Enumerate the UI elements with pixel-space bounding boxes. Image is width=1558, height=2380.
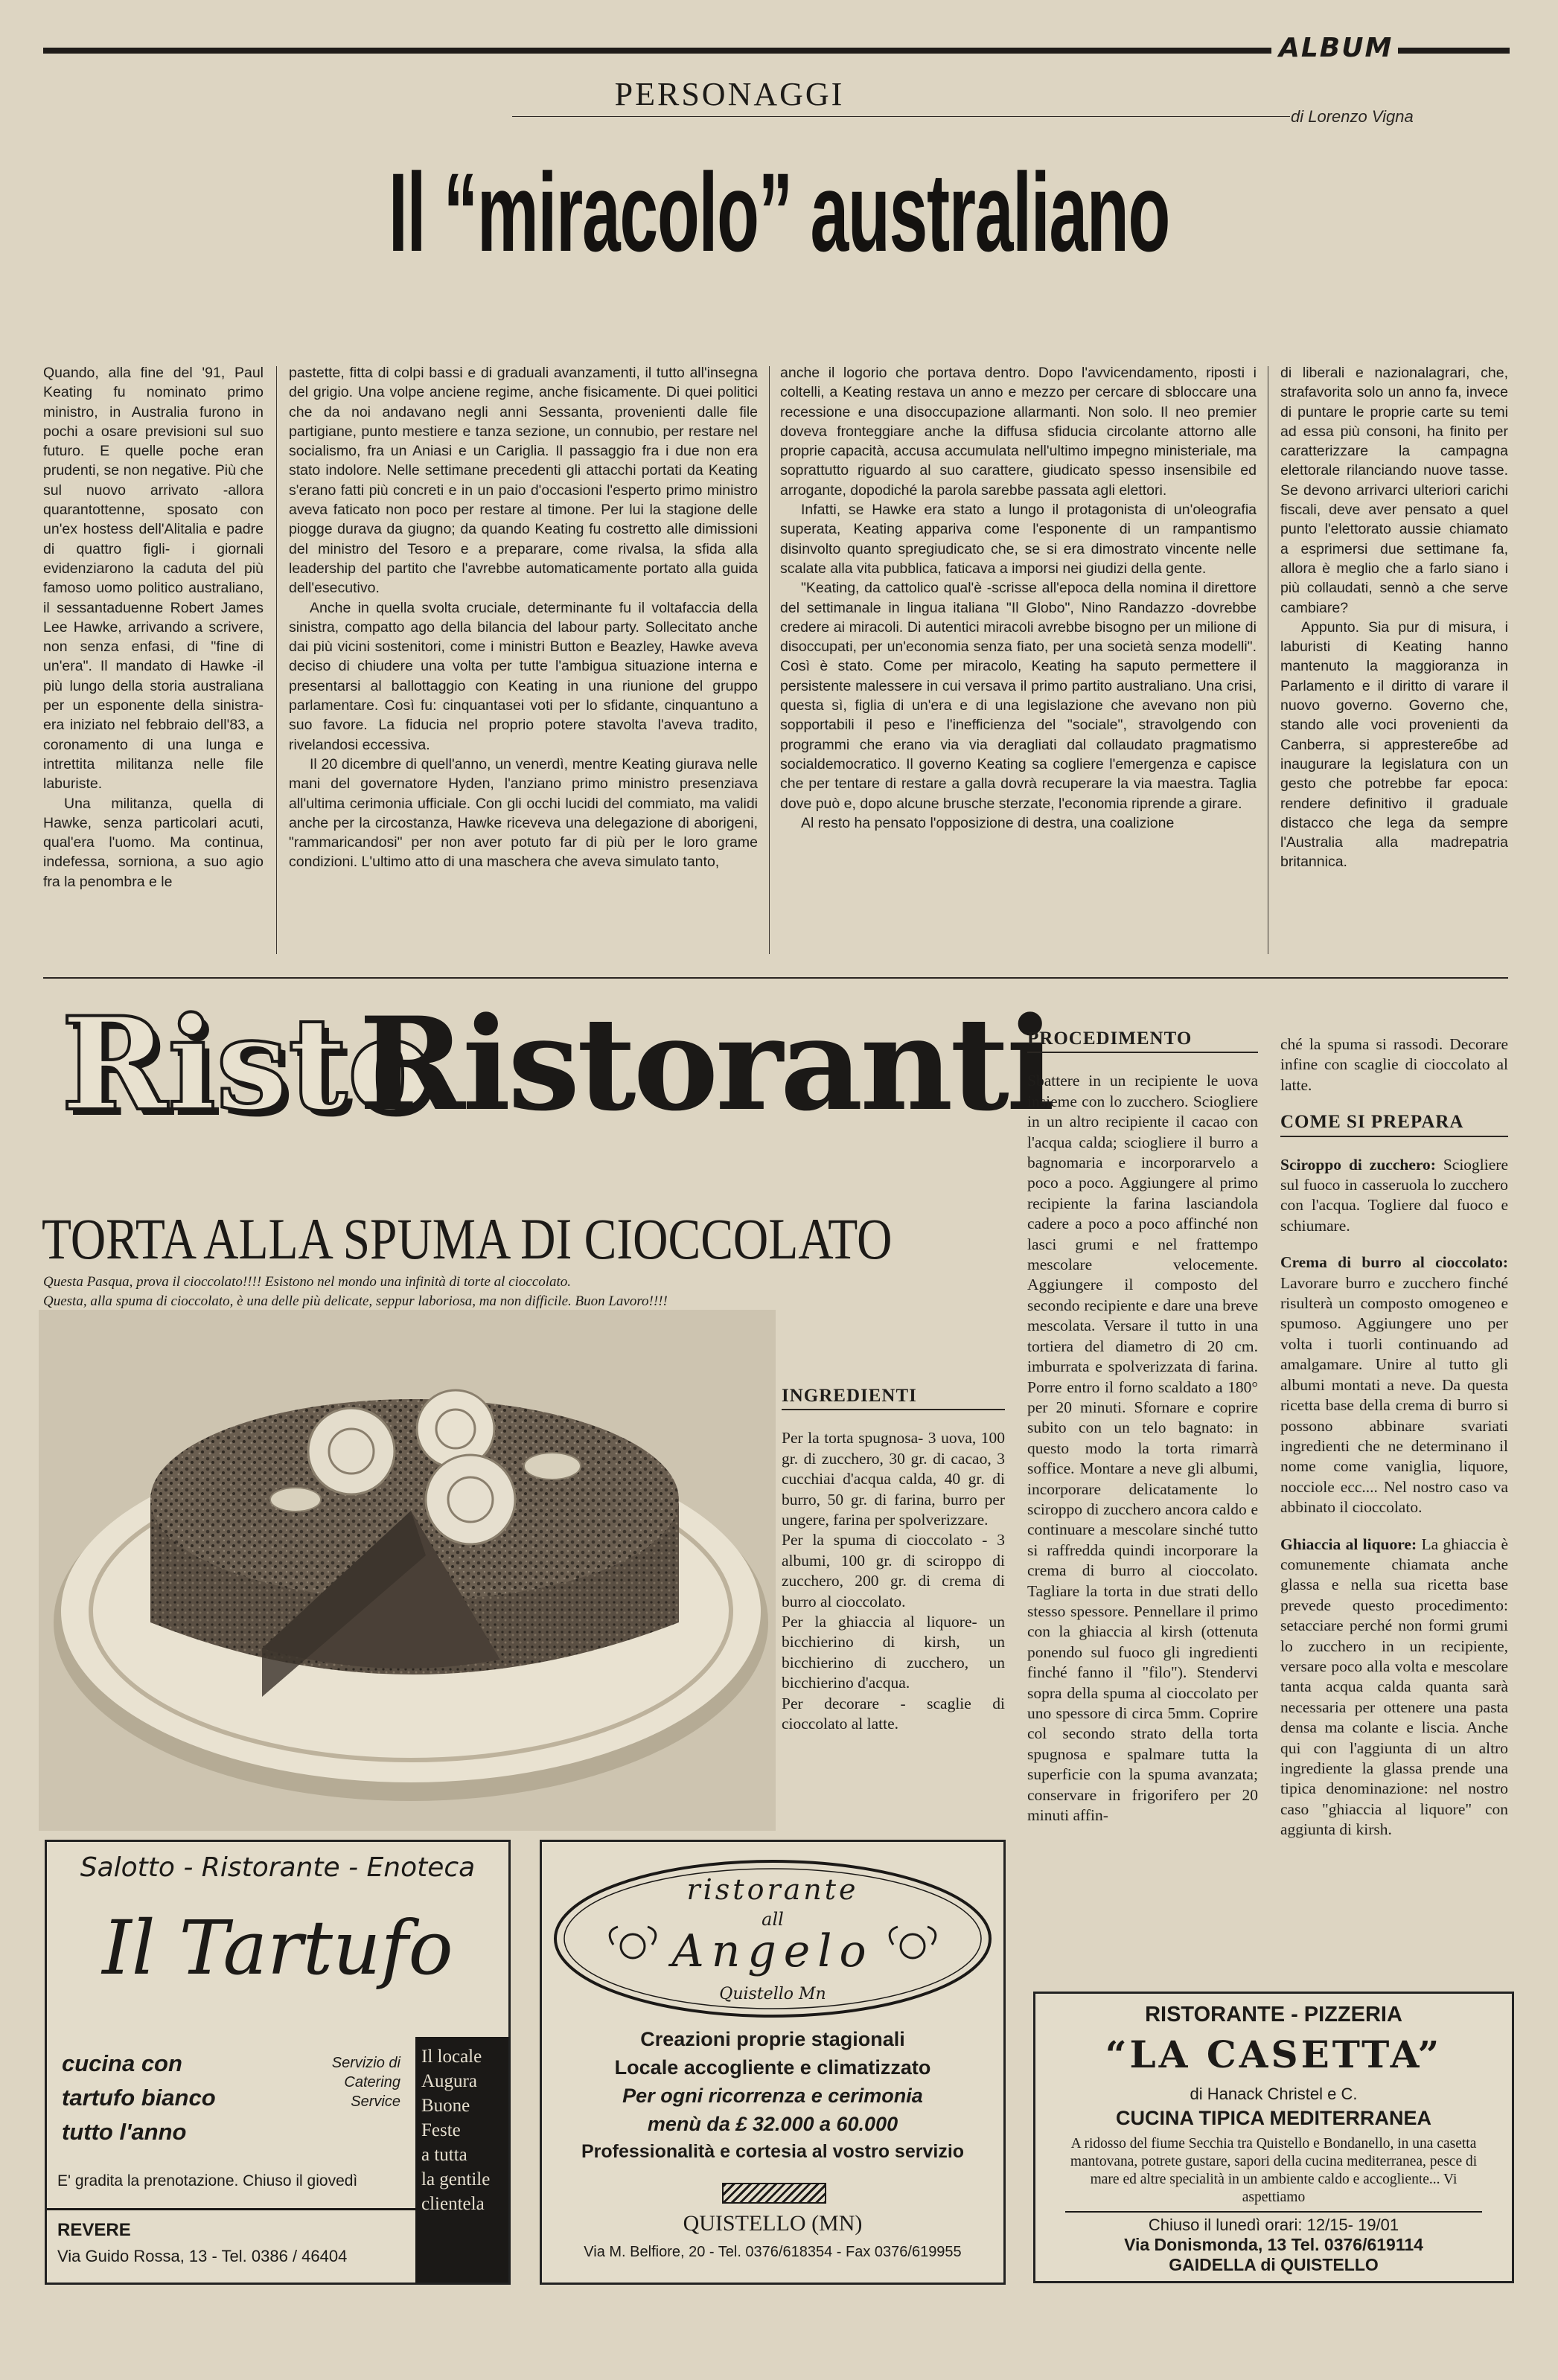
casetta-hours: Chiuso il lunedì orari: 12/15- 19/01 (1148, 2216, 1399, 2234)
section-title: PERSONAGGI (614, 76, 845, 112)
paragraph: Infatti, se Hawke era stato a lungo il protagonista di un'oleografia superata, Keating appariva come l'esponente di un rampantismo disinvolto quanto spregiudicato che, se si era dimostrato vincente nelle scalate alla vita pubblica, faticava a imporsi nei giudizi della gente. (780, 502, 1257, 577)
ingredient-item: Per decorare - scaglie di cioccolato al latte. (782, 1694, 1005, 1733)
headline: Il “miracolo” australiano (388, 150, 1170, 275)
tartufo-divider (47, 2208, 415, 2210)
tartufo-side-line: la gentile (421, 2169, 491, 2189)
paragraph: Il 20 dicembre di quell'anno, un venerdì, mentre Keating giurava nelle mani del governatore Hyden, l'anziano primo ministro presenziava all'ultima cerimonia ufficiale. Con gli occhi lucidi del commiato, ma validi anche per la circostanza, Hawke riceveva una delegazione di aborigeni, "rammaricandosi" per non aver potuto far di più per le loro grame condizioni. L'ultimo atto di una maschera che aveva simulato tanto, (289, 755, 758, 871)
angelo-hatch-bar (722, 2183, 826, 2204)
tartufo-side-line: clientela (421, 2194, 485, 2214)
casetta-town: GAIDELLA di QUISTELLO (1169, 2255, 1379, 2274)
prep-text: Sciogliere sul fuoco in casseruola lo zucchero con l'acqua. Togliere dal fuoco e schiumare. (1280, 1155, 1509, 1235)
recipe-intro-2: Questa, alla spuma di cioccolato, è una delle più delicate, seppur laboriosa, ma non difficile. Buon Lavoro!!!! (43, 1293, 668, 1309)
tartufo-side-line: Feste (421, 2120, 461, 2140)
tartufo-catering-2: Catering (344, 2074, 400, 2091)
angelo-line1: ristorante (686, 1873, 859, 1906)
section-divider (43, 977, 1508, 979)
article-column-1 (43, 363, 264, 892)
casetta-top: RISTORANTE - PIZZERIA (1145, 2003, 1402, 2026)
angelo-town: QUISTELLO (MN) (683, 2211, 863, 2236)
article-column-3 (780, 363, 1257, 833)
ristoranti-logo (46, 988, 1053, 1183)
tartufo-address: Via Guido Rossa, 13 - Tel. 0386 / 46404 (57, 2247, 348, 2265)
tartufo-catering-3: Service (351, 2093, 400, 2110)
angelo-line2: all (762, 1909, 784, 1930)
procedimento-column (1027, 1029, 1258, 1826)
prep-item (1280, 1155, 1508, 1237)
recipe-intro-1: Questa Pasqua, prova il cioccolato!!!! Esistono nel mondo una infinità di torte al cioccolato. (43, 1274, 572, 1290)
angelo-l5: Professionalità e cortesia al vostro servizio (581, 2141, 965, 2162)
casetta-address: Via Donismonda, 13 Tel. 0376/619114 (1124, 2235, 1423, 2254)
prep-label: Ghiaccia al liquore: (1280, 1535, 1417, 1553)
byline: di Lorenzo Vigna (1291, 107, 1414, 126)
column-rule (769, 366, 770, 954)
tartufo-town: REVERE (57, 2220, 131, 2240)
tartufo-side-line: Buone (421, 2096, 470, 2116)
tartufo-slogan-1: cucina con (62, 2050, 182, 2076)
album-logo: ALBUM (1279, 33, 1393, 63)
tartufo-note: E' gradita la prenotazione. Chiuso il giovedì (57, 2172, 358, 2189)
prep-text: Lavorare burro e zucchero finché risulterà un composto omogeneo e spumoso. Aggiungere uno per volta i tuorli continuando ad amalgamare. Unire al tutto gli albumi montati a neve. Da questa ricetta base della crema di burro si possono abbinare svariati ingredienti che ne determinano il nome come vaniglia, liquore, nocciole ecc.... Nel nostro caso va abbinato il cioccolato. (1280, 1273, 1508, 1517)
casetta-name: “LA CASETTA” (1105, 2032, 1443, 2076)
paragraph: Appunto. Sia pur di misura, i laburisti di Keating hanno mantenuto la maggioranza in Parlamento e il diritto di varare il nuovo governo. Governo che, stando alle voci provenienti da Canberra, si apprestereбbe ad inaugurare la legislatura con un gesto che potrebbe far epoca: rendere definitivo il graduale distacco che lega da sempre l'Australia alla madrepatria britannica. (1280, 618, 1508, 871)
tartufo-name: Il Tartufo (102, 1904, 453, 1992)
angelo-l4: menù da £ 32.000 a 60.000 (647, 2113, 898, 2135)
paragraph: pastette, fitta di colpi bassi e di graduali avanzamenti, il tutto all'insegna del grigio. Una volpe anciene regime, anche fisicamente. Di quei politici che da noi andavano negli anni Sessanta, provenienti dalle file partigiane, punto mestiere e tanza sezione, un connubio, per restare nel socialismo, fra un Aniasi e un Cariglia. Il passaggio fra i due non era stato indolore. Nelle settimane precedenti gli attacchi portati da Keating s'erano fatti più concreti e in un paio d'occasioni l'esperto primo ministro aveva faticato non poco per restare al timone. Per lui la stagione delle piogge durava da giugno; da quando Keating fu costretto alle dimissioni del ministro del Tesoro e a preparare, come rivalsa, la sfida alla leadership del partito che l'avrebbe automaticamente portato alla guida dell'esecutivo. (289, 365, 758, 597)
angelo-place: Quistello Mn (719, 1985, 826, 2003)
article-column-4 (1280, 363, 1508, 872)
top-rule-right (1398, 48, 1510, 54)
angelo-address: Via M. Belfiore, 20 - Tel. 0376/618354 - Fax 0376/619955 (584, 2244, 962, 2260)
tartufo-slogan-2: tartufo bianco (62, 2085, 216, 2111)
top-rule (43, 48, 1271, 54)
byline-rule (512, 116, 1290, 117)
paragraph: "Keating, da cattolico qual'è -scrisse all'epoca della nomina il direttore del settimanale in lingua italiana "Il Globo", Nino Randazzo -dovrebbe credere ai miracoli. Di autentici miracoli avrebbe bisogno per un milione di disoccupati, per un'economia senza fiato, per una società senza modelli". Così è stato. Come per miracolo, Keating ha saputo permettere il persistente malessere in cui versava il primo partito australiano. Una crisi, questa sì, figlia di un'era e di una legislazione che avevano non più sopportabili il peso e l'inefficienza del "sociale", stravolgendo con programmi che erano via via deragliati dal collaudato pragmatismo socialdemocratico. Il governo Keating sa cogliere l'emergenza e capisce che per tentare di restare a galla dovrà recuperare la via maestra. Taglia dove può e, dopo alcune brusche sterzate, l'economia riprende a girare. (780, 580, 1257, 812)
tartufo-side-box (415, 2037, 508, 2283)
paragraph: di liberali e nazionalagrari, che, strafavorita solo un anno fa, invece di puntare le proprie carte su temi ad essa più consoni, ha finito per caratterizzare la campagna elettorale rilanciando nuove tasse. Se devono arrivarci ulteriori carichi fiscali, deve aver pensato a quel punto l'elettorato aussie chiamato a esprimersi due settimane fa, allora è meglio che a farlo siano i più collaudati, sennò a che serve cambiare? (1280, 365, 1508, 616)
cake-photo (39, 1310, 776, 1831)
ad-angelo (540, 1840, 1006, 2285)
ingredient-item: Per la ghiaccia al liquore- un bicchierino di kirsh, un bicchierino di zucchero, un bicchierino d'acqua. (782, 1613, 1005, 1692)
tartufo-side-line: Augura (421, 2071, 477, 2091)
paragraph: Quando, alla fine del '91, Paul Keating fu nominato primo ministro, in Australia furono in pochi a osare previsioni sul suo futuro. E quelle poche eran prudenti, se non negative. Più che sul nuovo arrivato -allora quarantottenne, sposato con un'ex hostess dell'Alitalia e padre di quattro figli- i giornali evidenziarono la caduta del più famoso uomo politico australiano, il sessantaduenne Robert James Lee Hawke, arrivando a scrivere, non senza enfasi, di "fine di un'era". Il mandato di Hawke -il più lungo della storia australiana per un esponente della sinistra- era iniziato nel febbraio dell'83, a coronamento di una lunga e intrettita militanza nelle file laburiste. (43, 365, 264, 793)
ingredient-item: Per la spuma di cioccolato - 3 albumi, 100 gr. di sciroppo di zucchero, 200 gr. di crema di burro al cioccolato. (782, 1531, 1005, 1610)
column-rule (276, 366, 277, 954)
angelo-l2: Locale accogliente e climatizzato (614, 2056, 931, 2079)
casetta-cuisine: CUCINA TIPICA MEDITERRANEA (1116, 2107, 1431, 2129)
procedimento-continued: ché la spuma si rassodi. Decorare infine con scaglie di cioccolato al latte. (1280, 1035, 1508, 1094)
article-column-2 (289, 363, 758, 872)
casetta-hours-box (1065, 2211, 1482, 2278)
ad-la-casetta (1033, 1992, 1514, 2283)
tartufo-side-line: Il locale (421, 2047, 482, 2067)
angelo-l3: Per ogni ricorrenza e cerimonia (622, 2085, 923, 2107)
tartufo-catering-1: Servizio di (331, 2055, 400, 2071)
tartufo-top: Salotto - Ristorante - Enoteca (80, 1852, 476, 1883)
paragraph: anche il logorio che portava dentro. Dopo l'avvicendamento, riposti i coltelli, a Keating restava un anno e mezzo per cercare di sbloccare una recessione e una disoccupazione allarmanti. Non solo. Il neo premier doveva fronteggiare anche la diffusa sfiducia circolante attorno alle proprie capacità, accusa accumulata nell'ultimo impegno ministeriale, ma soprattutto riguardo al suo carattere, giudicato spesso insensibile ed arrogante, dopodiché la parola sarebbe passata agli elettori. (780, 365, 1257, 499)
angelo-l1: Creazioni proprie stagionali (640, 2028, 905, 2050)
come-si-prepara-column (1280, 1034, 1508, 1857)
prep-text: La ghiaccia è comunemente chiamata anche glassa e nella sua ricetta base prevede questo procedimento: setacciare perché non formi grumi lo zucchero in un recipiente, versare poco alla volta e mescolare tanta acqua calda quanta sarà necessaria per ottenere una pasta densa ma colante e liscia. Anche qui con l'aggiunta di un altro ingrediente la glassa prende una tipica denominazione: nel nostro caso "ghiaccia al liquore" con aggiunta di kirsh. (1280, 1535, 1508, 1839)
procedimento-title: PROCEDIMENTO (1027, 1029, 1258, 1053)
come-si-prepara-title: COME SI PREPARA (1280, 1112, 1508, 1136)
procedimento-text: Sbattere in un recipiente le uova insieme con lo zucchero. Sciogliere in un altro recipiente il cacao con l'acqua calda; sciogliere il burro a bagnomaria e incorporarvelo a poco a poco. Aggiungere al primo recipiente la farina lasciandola cadere a poco a poco affinché non lasci grumi e nel frattempo mescolare velocemente. Aggiungere il composto del secondo recipiente e dare una breve mescolata. Versare il tutto in una tortiera del diametro di 20 cm. imburrata e spolverizzata di farina. Porre entro il forno scaldato a 180° per 20 minuti. Sfornare e coprire subito con un telo bagnato: in questo modo la torta rimarrà soffice. Montare a neve gli albumi, incorporare delicatamente lo sciroppo di zucchero ancora caldo e continuare a mescolare sinché tutto si raffredda quindi incorporare la crema di burro al cioccolato. Tagliare la torta in due strati dello stesso spessore. Pennellare il primo con la ghiaccia al kirsh (ottenuta ponendo sul fuoco gli ingredienti finché fanno il "filo"). Stendervi sopra della spuma al cioccolato per uno spessore di circa 5mm. Coprire col secondo strato della torta spugnosa e spalmare tutta la superficie con la spuma avanzata; conservare in frigorifero per 20 minuti affin- (1027, 1072, 1258, 1825)
prep-item (1280, 1535, 1508, 1840)
recipe-title: TORTA ALLA SPUMA DI CIOCCOLATO (42, 1206, 893, 1271)
logo-ghost-text: Risto (61, 988, 433, 1139)
ad-il-tartufo (45, 1840, 511, 2285)
paragraph: Una militanza, quella di Hawke, senza particolari acuti, qual'era l'uomo. Ma continua, indefessa, sorniona, a suo agio fra la penombra e le (43, 795, 264, 890)
prep-label: Crema di burro al cioccolato: (1280, 1253, 1508, 1272)
ingredienti-title: INGREDIENTI (782, 1386, 1005, 1410)
casetta-owner: di Hanack Christel e C. (1190, 2085, 1358, 2103)
paragraph: Al resto ha pensato l'opposizione di destra, una coalizione (801, 814, 1175, 831)
tartufo-side-line: a tutta (421, 2145, 467, 2165)
ingredienti-column (782, 1386, 1005, 1735)
logo-main-text: Ristoranti (359, 988, 1053, 1139)
prep-item (1280, 1253, 1508, 1517)
casetta-desc: A ridosso del fiume Secchia tra Quistello e Bondanello, in una casetta mantovana, potrete gustare, sapori della cucina mediterranea, pesce di mare ed altre specialità in un ambiente caldo e accogliente... Vi aspettiamo (1070, 2136, 1478, 2205)
paragraph: Anche in quella svolta cruciale, determinante fu il voltafaccia della sinistra, compatto ago della bilancia del labour party. Sollecitato anche dai più vicini sostenitori, come i ministri Button e Beazley, Hawke aveva deciso di chiudere una volta per tutte l'ambigua situazione interna e presentarsi al ballottaggio con Keating in una riunione del gruppo parlamentare. Così fu: cinquantasei voti per lo sfidante, cinquantuno a suo favore. La fiducia nel proprio potere stavolta l'aveva tradito, rivelandosi eccessiva. (289, 599, 758, 753)
prep-label: Sciroppo di zucchero: (1280, 1155, 1436, 1174)
tartufo-slogan-3: tutto l'anno (62, 2119, 187, 2145)
ingredient-item: Per la torta spugnosa- 3 uova, 100 gr. di zucchero, 30 gr. di cacao, 3 cucchiai d'acqua calda, 40 gr. di burro, 50 gr. di farina, burro per ungere, farina per spolverizzare. (782, 1429, 1005, 1529)
angelo-name: Angelo (671, 1925, 874, 1977)
